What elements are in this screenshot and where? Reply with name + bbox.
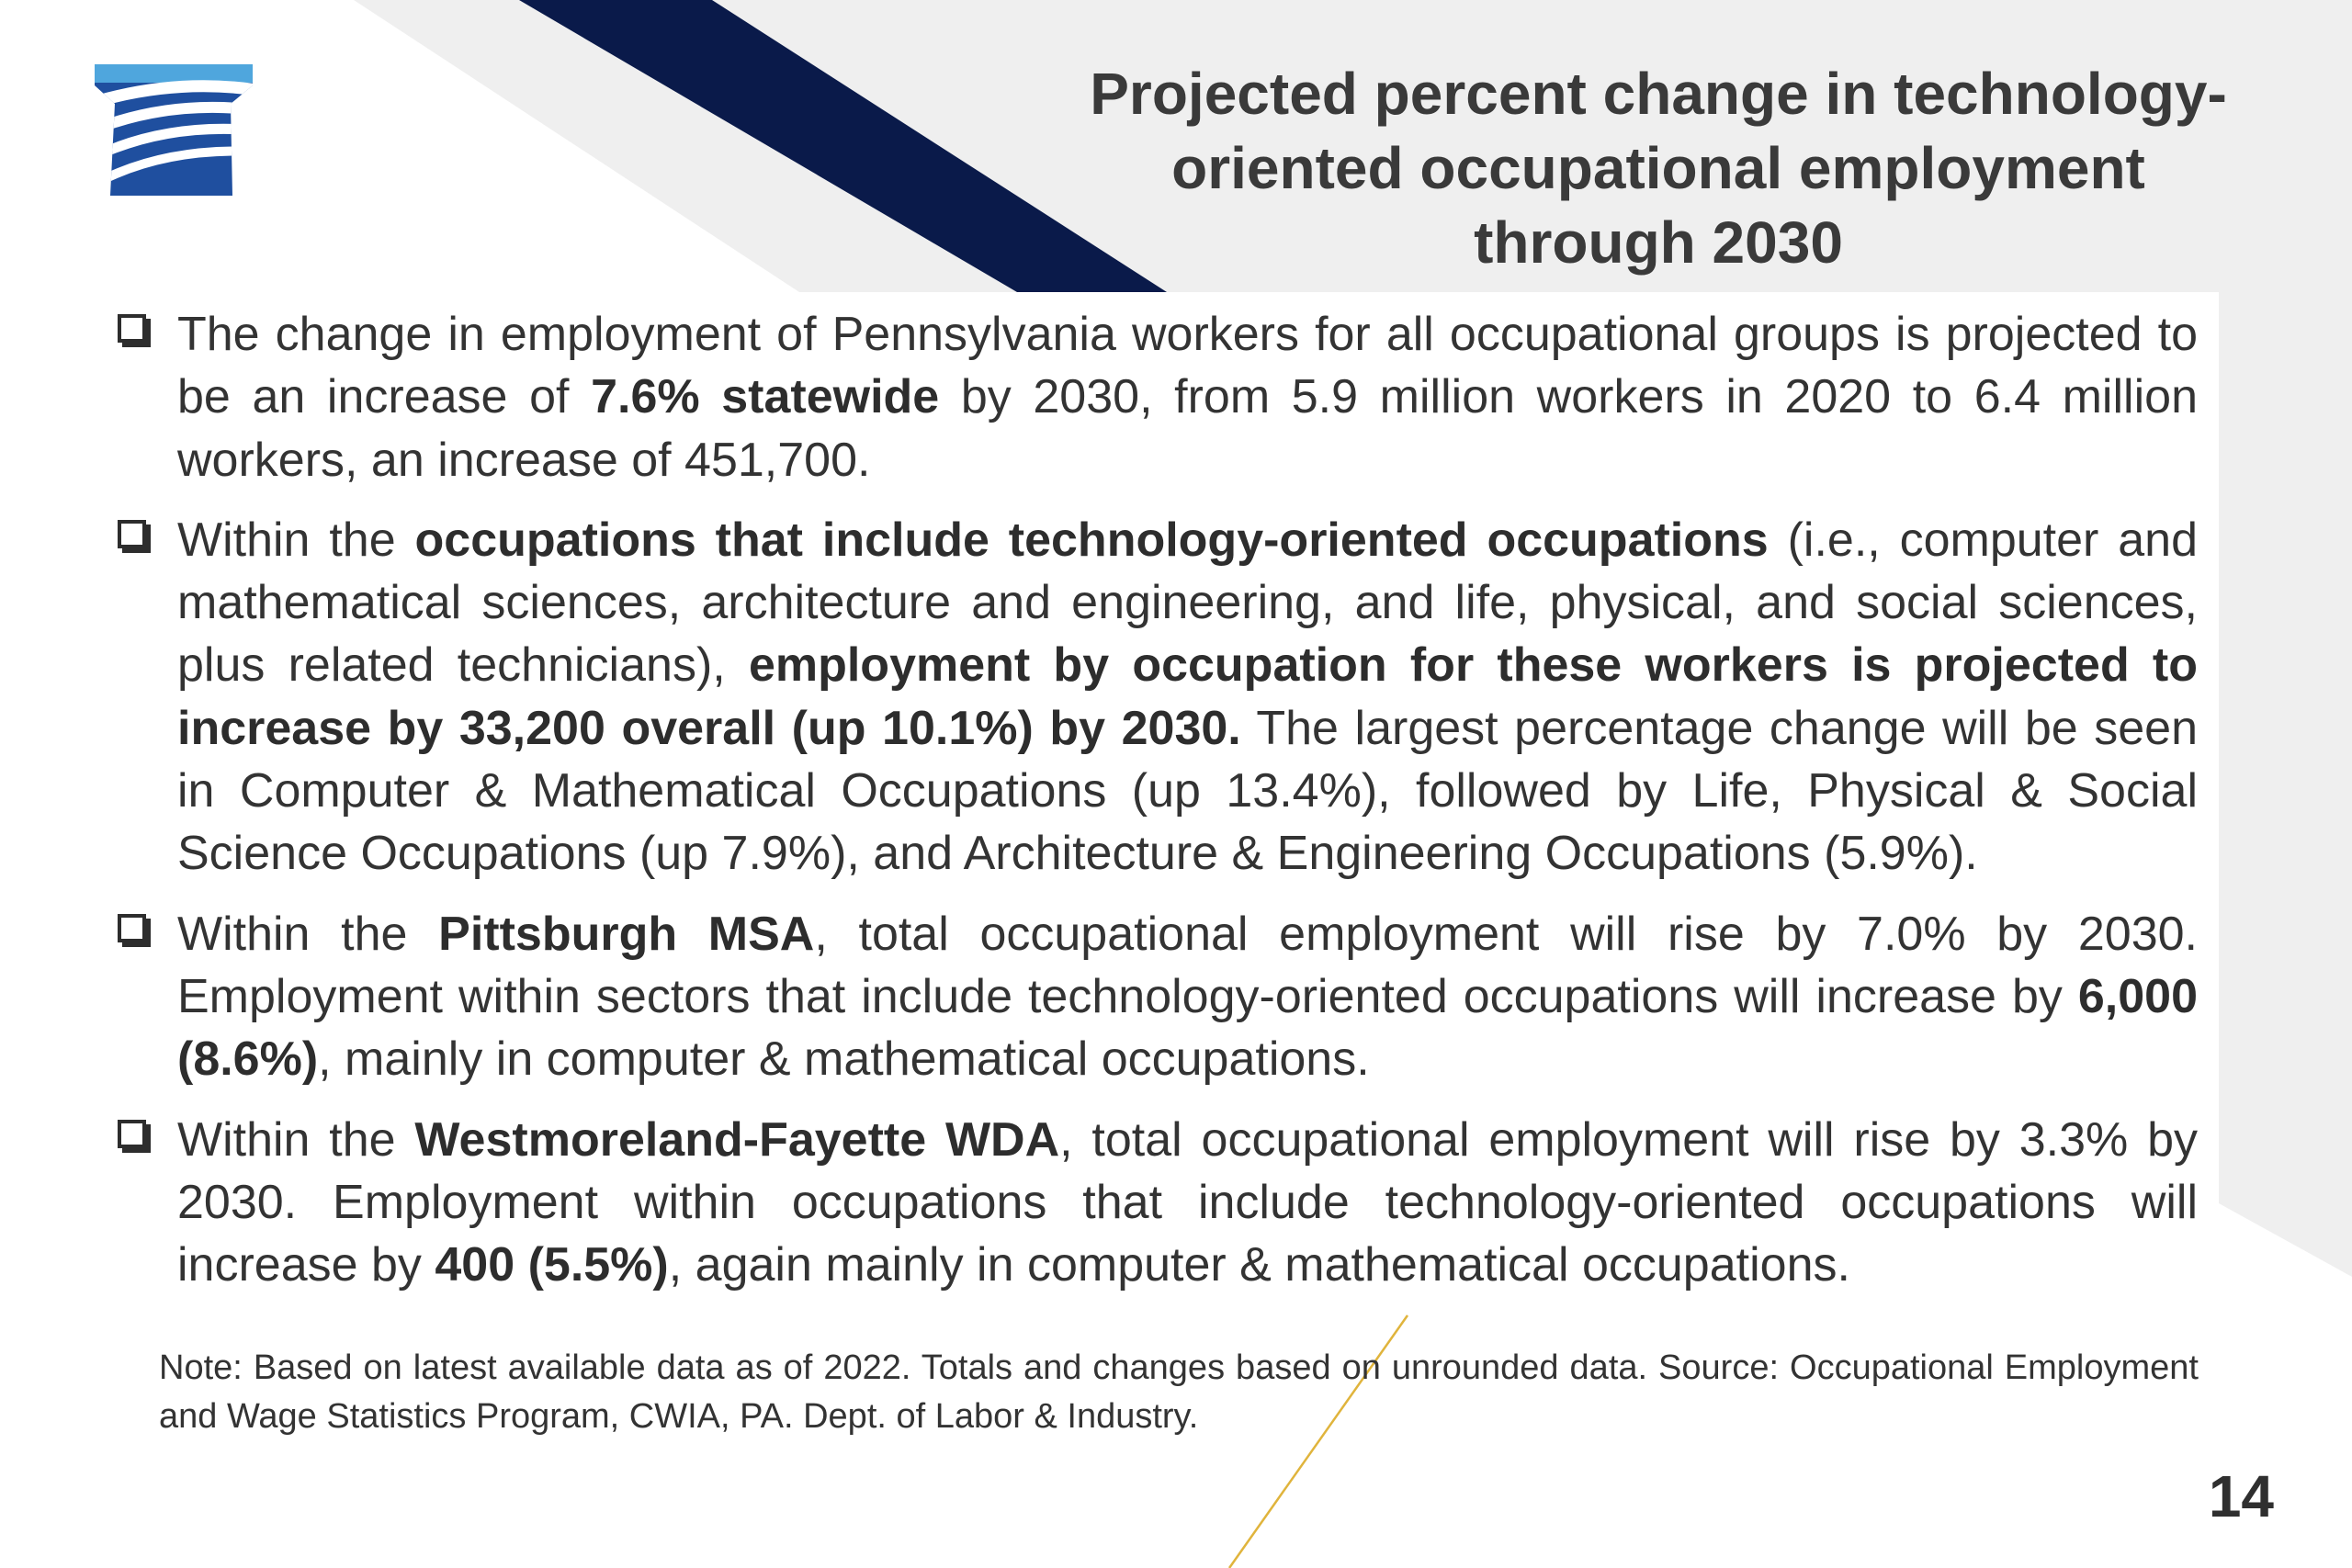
bullet-westmoreland xyxy=(110,1109,2198,1297)
bullet-text: , total occupational employment will rise by 3.3% by 2030. Employment within occupations that include technology-oriented occupations will increase by xyxy=(177,1112,2199,1292)
title-line: Projected percent change in technology- xyxy=(1090,61,2227,127)
bullet-text: (i.e., computer and mathematical sciences, architecture and engineering, and life, physical, and social sciences, plus related technicians), xyxy=(177,513,2199,693)
page-number: 14 xyxy=(2208,1463,2274,1529)
bullet-list xyxy=(110,303,2198,1314)
checkbox-bullet-icon xyxy=(118,314,146,343)
checkbox-bullet-icon xyxy=(118,1120,146,1148)
keystone-logo-icon xyxy=(92,42,257,196)
bullet-text: The largest percentage change will be seen in Computer & Mathematical Occupations (up 13.4%), followed by Life, Physical & Social Science Occupations (up 7.9%), and Architecture & Engineering Occupations (5.9%). xyxy=(177,701,2198,881)
bullet-text: , total occupational employment will rise by 7.0% by 2030. Employment within sectors that include technology-oriented occupations will increase by xyxy=(177,907,2198,1023)
bullet-text: Within the xyxy=(177,1112,415,1167)
bullet-statewide xyxy=(110,303,2198,491)
bullet-pittsburgh xyxy=(110,903,2198,1091)
page-title xyxy=(1011,57,2306,280)
bullet-text: The change in employment of Pennsylvania workers for all occupational groups is projected to be an increase of xyxy=(177,308,2198,424)
title-line: oriented occupational employment xyxy=(1171,135,2145,201)
checkbox-bullet-icon xyxy=(118,914,146,942)
source-note: Note: Based on latest available data as of 2022. Totals and changes based on unrounded data. Source: Occupational Employment and Wage Statistics Program, CWIA, PA. Dept. of Labor & Industry. xyxy=(159,1348,2199,1436)
checkbox-bullet-icon xyxy=(118,520,146,548)
bullet-text: , mainly in computer & mathematical occupations. xyxy=(318,1032,1370,1087)
bullet-text: by 2030, from 5.9 million workers in 2020 to 6.4 million workers, an increase of 451,700. xyxy=(177,370,2198,487)
bullet-tech-occupations xyxy=(110,509,2198,886)
bullet-emphasis: 6,000 (8.6%) xyxy=(177,969,2198,1087)
bullet-text: , again mainly in computer & mathematical occupations. xyxy=(668,1238,1850,1292)
bullet-emphasis: employment by occupation for these workers is projected to increase by 33,200 overall (up 10.1%) by 2030. xyxy=(177,638,2198,755)
bullet-emphasis: 7.6% statewide xyxy=(591,370,940,424)
bullet-emphasis: 400 (5.5%) xyxy=(435,1238,669,1292)
bullet-text: Within the xyxy=(177,907,439,961)
bullet-text: Within the xyxy=(177,513,415,567)
bullet-emphasis: Westmoreland-Fayette WDA xyxy=(414,1112,1060,1167)
title-line: through 2030 xyxy=(1474,209,1843,276)
bullet-emphasis: occupations that include technology-oriented occupations xyxy=(414,513,1769,567)
bullet-emphasis: Pittsburgh MSA xyxy=(438,907,815,961)
